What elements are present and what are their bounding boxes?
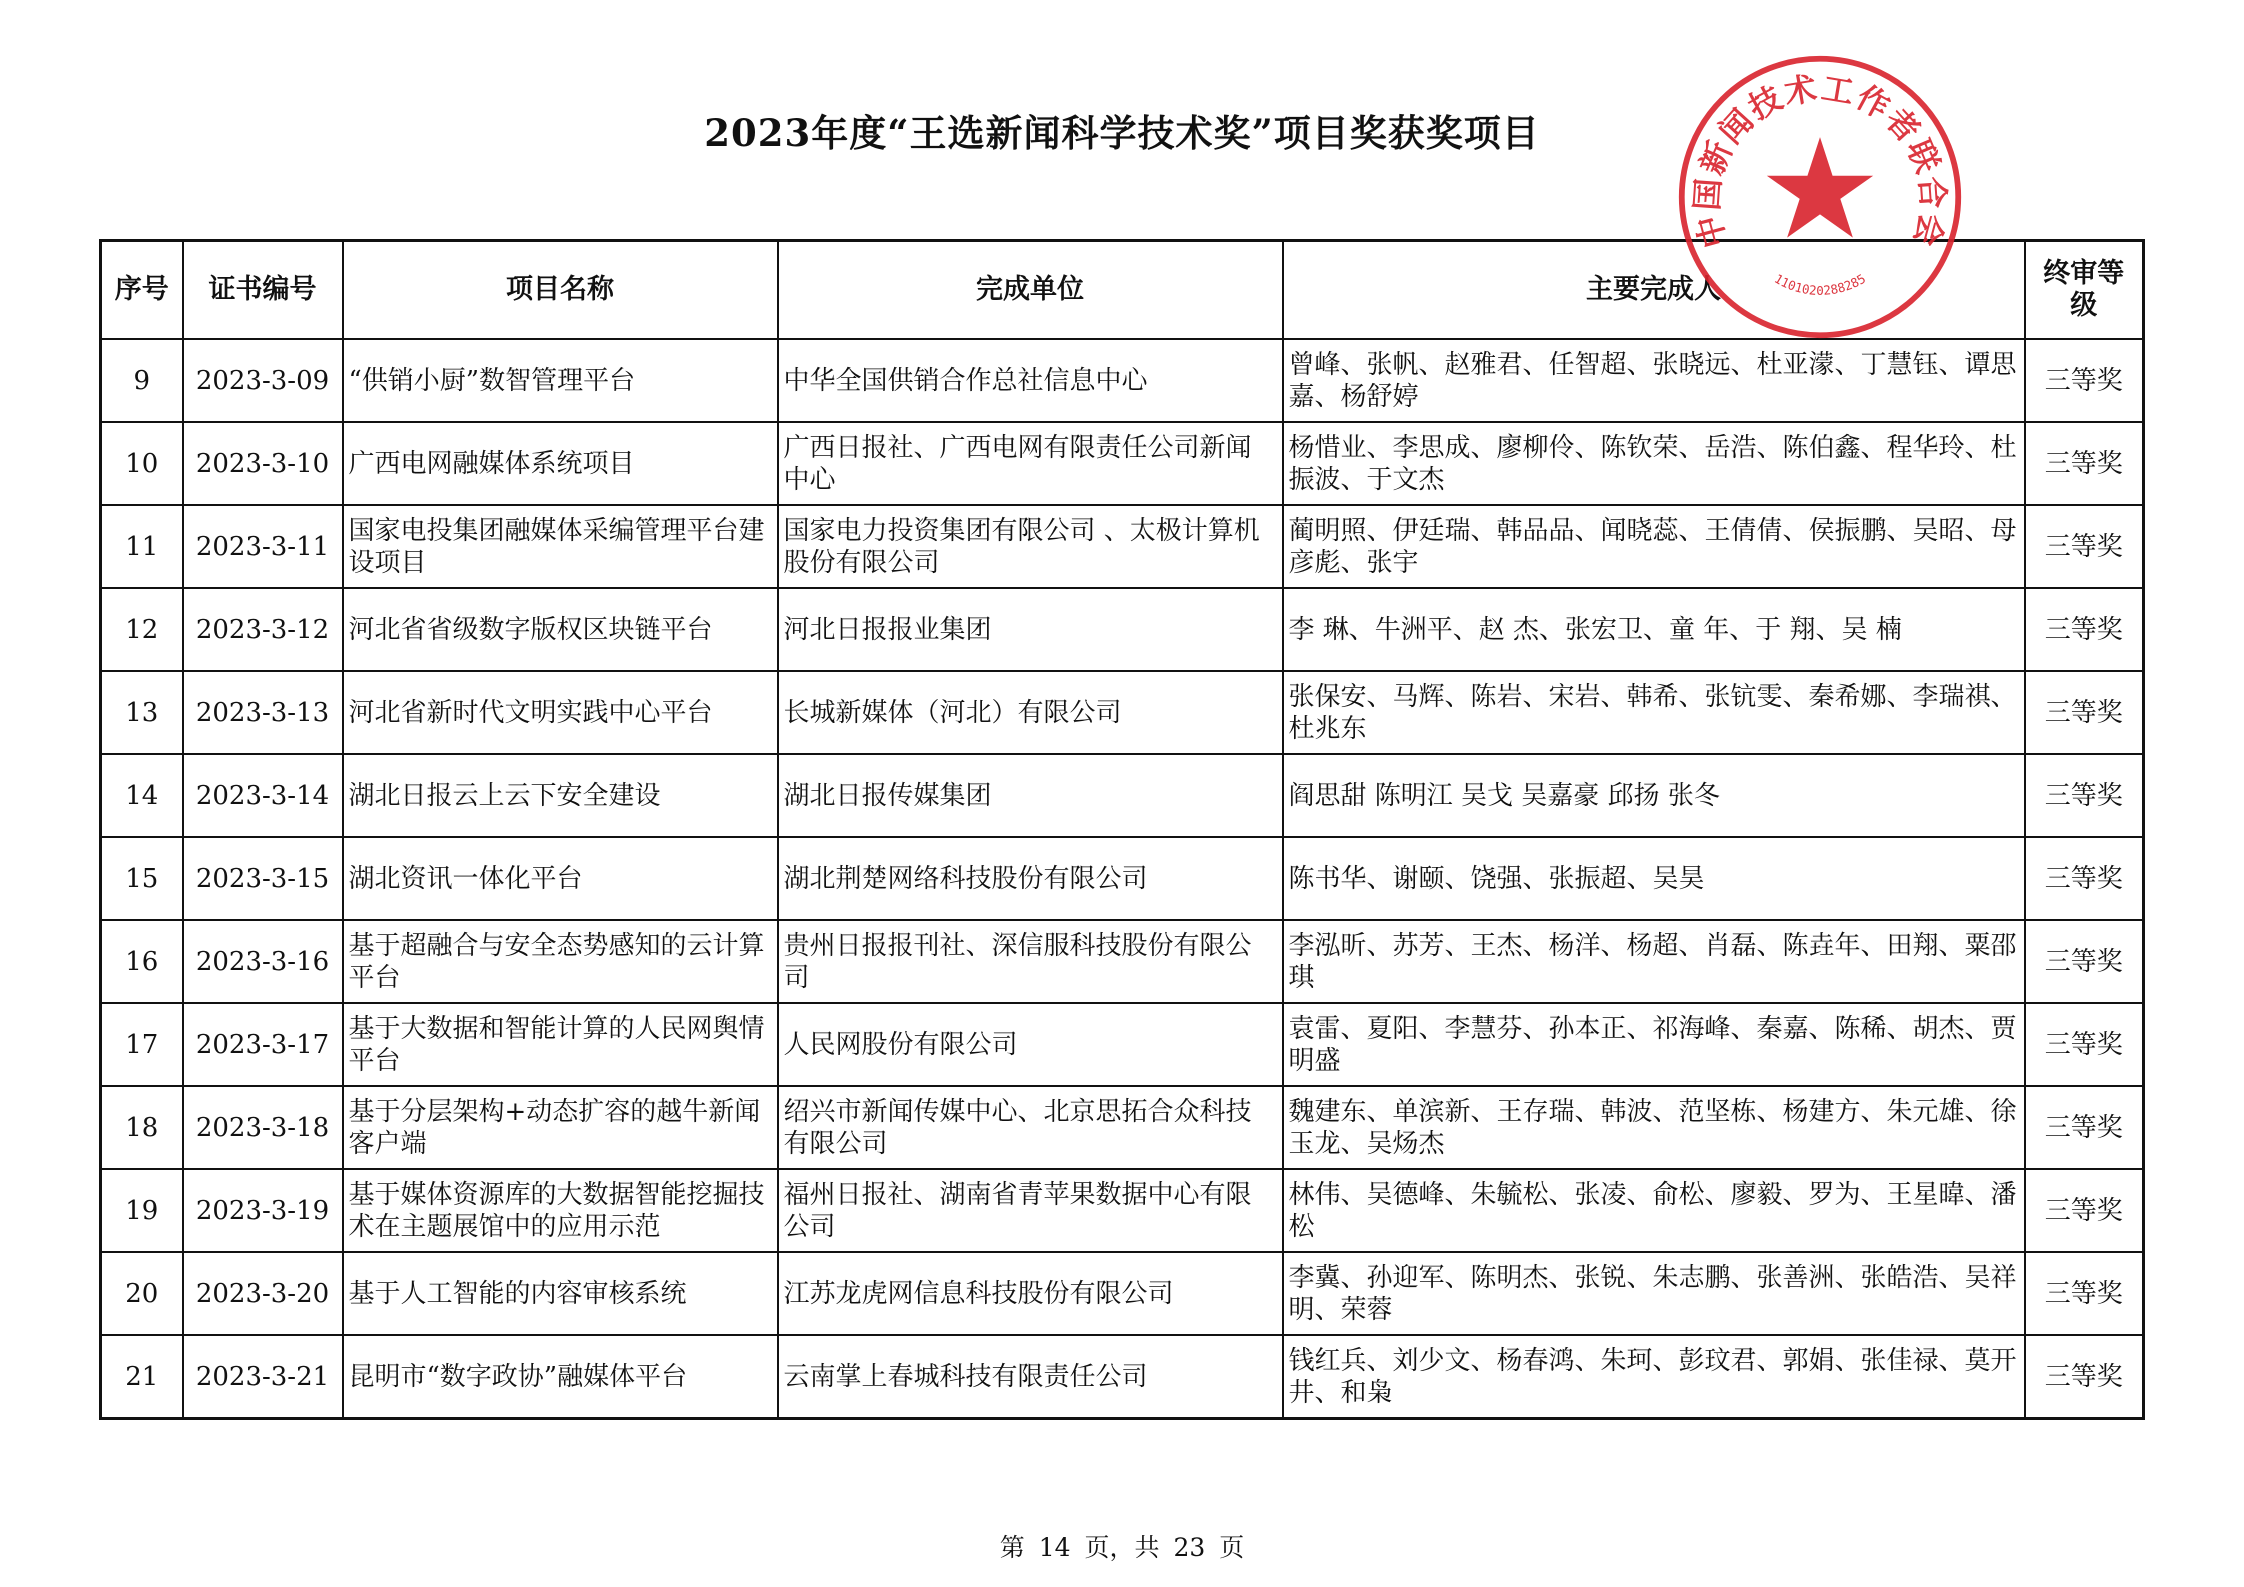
table-row [101, 422, 2144, 505]
cell-no: 17 [101, 1003, 183, 1086]
footer-page-number: 14 [1038, 1533, 1071, 1562]
table-row [101, 505, 2144, 588]
cell-name: 基于分层架构+动态扩容的越牛新闻客户端 [343, 1086, 778, 1169]
cell-name: 湖北资讯一体化平台 [343, 837, 778, 920]
cell-unit: 绍兴市新闻传媒中心、北京思拓合众科技有限公司 [778, 1086, 1283, 1169]
cell-name: 湖北日报云上云下安全建设 [343, 754, 778, 837]
cell-people: 钱红兵、刘少文、杨春鸿、朱珂、彭玟君、郭娟、张佳禄、莫开井、和枭 [1283, 1335, 2025, 1419]
table-row [101, 837, 2144, 920]
table-row [101, 1252, 2144, 1335]
cell-unit: 广西日报社、广西电网有限责任公司新闻中心 [778, 422, 1283, 505]
cell-people: 李 琳、牛洲平、赵 杰、张宏卫、童 年、于 翔、吴 楠 [1283, 588, 2025, 671]
cell-people: 林伟、吴德峰、朱毓松、张凌、俞松、廖毅、罗为、王星暐、潘松 [1283, 1169, 2025, 1252]
table-row [101, 588, 2144, 671]
cell-grade: 三等奖 [2025, 837, 2144, 920]
table-row [101, 920, 2144, 1003]
cell-cert: 2023-3-13 [183, 671, 343, 754]
cell-no: 9 [101, 339, 183, 422]
cell-people: 张保安、马辉、陈岩、宋岩、韩希、张钪雯、秦希娜、李瑞祺、杜兆东 [1283, 671, 2025, 754]
cell-grade: 三等奖 [2025, 422, 2144, 505]
header-cert: 证书编号 [183, 241, 343, 340]
cell-cert: 2023-3-21 [183, 1335, 343, 1419]
seal-code: 1101020288285 [1771, 270, 1869, 298]
cell-grade: 三等奖 [2025, 1003, 2144, 1086]
cell-cert: 2023-3-09 [183, 339, 343, 422]
cell-unit: 长城新媒体（河北）有限公司 [778, 671, 1283, 754]
cell-grade: 三等奖 [2025, 1335, 2144, 1419]
cell-grade: 三等奖 [2025, 339, 2144, 422]
header-no: 序号 [101, 241, 183, 340]
table-row [101, 754, 2144, 837]
cell-cert: 2023-3-14 [183, 754, 343, 837]
cell-no: 15 [101, 837, 183, 920]
cell-cert: 2023-3-11 [183, 505, 343, 588]
cell-cert: 2023-3-16 [183, 920, 343, 1003]
cell-grade: 三等奖 [2025, 1252, 2144, 1335]
cell-people: 杨惜业、李思成、廖柳伶、陈钦荣、岳浩、陈伯鑫、程华玲、杜振波、于文杰 [1283, 422, 2025, 505]
cell-name: 河北省新时代文明实践中心平台 [343, 671, 778, 754]
cell-no: 19 [101, 1169, 183, 1252]
cell-no: 14 [101, 754, 183, 837]
cell-cert: 2023-3-20 [183, 1252, 343, 1335]
cell-cert: 2023-3-10 [183, 422, 343, 505]
cell-grade: 三等奖 [2025, 1169, 2144, 1252]
header-unit: 完成单位 [778, 241, 1283, 340]
cell-name: 基于人工智能的内容审核系统 [343, 1252, 778, 1335]
cell-grade: 三等奖 [2025, 671, 2144, 754]
awards-table [99, 239, 2145, 1420]
seal-arc-text: 中国新闻技术工作者联合会 [1687, 68, 1953, 252]
cell-grade: 三等奖 [2025, 505, 2144, 588]
header-name: 项目名称 [343, 241, 778, 340]
cell-people: 袁雷、夏阳、李慧芬、孙本正、祁海峰、秦嘉、陈稀、胡杰、贾明盛 [1283, 1003, 2025, 1086]
table-row [101, 1169, 2144, 1252]
cell-unit: 湖北荆楚网络科技股份有限公司 [778, 837, 1283, 920]
cell-no: 18 [101, 1086, 183, 1169]
cell-unit: 云南掌上春城科技有限责任公司 [778, 1335, 1283, 1419]
cell-cert: 2023-3-19 [183, 1169, 343, 1252]
cell-grade: 三等奖 [2025, 920, 2144, 1003]
table-row [101, 1003, 2144, 1086]
cell-people: 李泓昕、苏芳、王杰、杨洋、杨超、肖磊、陈垚年、田翔、粟邵琪 [1283, 920, 2025, 1003]
cell-unit: 国家电力投资集团有限公司 、太极计算机股份有限公司 [778, 505, 1283, 588]
table-row [101, 339, 2144, 422]
cell-name: 基于大数据和智能计算的人民网舆情平台 [343, 1003, 778, 1086]
cell-unit: 河北日报报业集团 [778, 588, 1283, 671]
cell-no: 12 [101, 588, 183, 671]
cell-unit: 福州日报社、湖南省青苹果数据中心有限公司 [778, 1169, 1283, 1252]
cell-people: 魏建东、单滨新、王存瑞、韩波、范坚栋、杨建方、朱元雄、徐玉龙、吴炀杰 [1283, 1086, 2025, 1169]
cell-grade: 三等奖 [2025, 588, 2144, 671]
cell-no: 10 [101, 422, 183, 505]
table-row [101, 1086, 2144, 1169]
footer-total-pages: 23 [1173, 1533, 1206, 1562]
cell-no: 13 [101, 671, 183, 754]
cell-cert: 2023-3-18 [183, 1086, 343, 1169]
cell-grade: 三等奖 [2025, 754, 2144, 837]
cell-people: 阎思甜 陈明江 吴戈 吴嘉豪 邱扬 张冬 [1283, 754, 2025, 837]
star-icon [1767, 137, 1873, 238]
table-body [101, 339, 2144, 1419]
header-people: 主要完成人 [1283, 241, 2025, 340]
cell-no: 20 [101, 1252, 183, 1335]
footer-prefix: 第 [999, 1533, 1025, 1562]
page-footer [0, 1528, 2244, 1564]
cell-cert: 2023-3-12 [183, 588, 343, 671]
cell-name: 广西电网融媒体系统项目 [343, 422, 778, 505]
document-title: 2023年度“王选新闻科学技术奖”项目奖获奖项目 [704, 111, 1540, 155]
cell-unit: 湖北日报传媒集团 [778, 754, 1283, 837]
cell-cert: 2023-3-15 [183, 837, 343, 920]
cell-no: 21 [101, 1335, 183, 1419]
cell-name: 基于超融合与安全态势感知的云计算平台 [343, 920, 778, 1003]
cell-no: 11 [101, 505, 183, 588]
cell-unit: 人民网股份有限公司 [778, 1003, 1283, 1086]
cell-unit: 贵州日报报刊社、深信服科技股份有限公司 [778, 920, 1283, 1003]
footer-suffix: 页 [1219, 1533, 1245, 1562]
cell-cert: 2023-3-17 [183, 1003, 343, 1086]
cell-people: 蔺明照、伊廷瑞、韩品品、闻晓蕊、王倩倩、侯振鹏、吴昭、母彦彪、张宇 [1283, 505, 2025, 588]
cell-name: 国家电投集团融媒体采编管理平台建设项目 [343, 505, 778, 588]
table-row [101, 1335, 2144, 1419]
cell-no: 16 [101, 920, 183, 1003]
official-seal [1675, 52, 1965, 342]
header-grade: 终审等级 [2025, 241, 2144, 340]
cell-people: 陈书华、谢颐、饶强、张振超、吴昊 [1283, 837, 2025, 920]
footer-mid: 页，共 [1084, 1533, 1160, 1562]
cell-name: 河北省省级数字版权区块链平台 [343, 588, 778, 671]
table-row [101, 671, 2144, 754]
cell-unit: 江苏龙虎网信息科技股份有限公司 [778, 1252, 1283, 1335]
cell-name: “供销小厨”数智管理平台 [343, 339, 778, 422]
cell-unit: 中华全国供销合作总社信息中心 [778, 339, 1283, 422]
cell-people: 李冀、孙迎军、陈明杰、张锐、朱志鹏、张善洲、张皓浩、吴祥明、荣蓉 [1283, 1252, 2025, 1335]
cell-name: 基于媒体资源库的大数据智能挖掘技术在主题展馆中的应用示范 [343, 1169, 778, 1252]
cell-grade: 三等奖 [2025, 1086, 2144, 1169]
cell-name: 昆明市“数字政协”融媒体平台 [343, 1335, 778, 1419]
cell-people: 曾峰、张帆、赵雅君、任智超、张晓远、杜亚濛、丁慧钰、谭思嘉、杨舒婷 [1283, 339, 2025, 422]
